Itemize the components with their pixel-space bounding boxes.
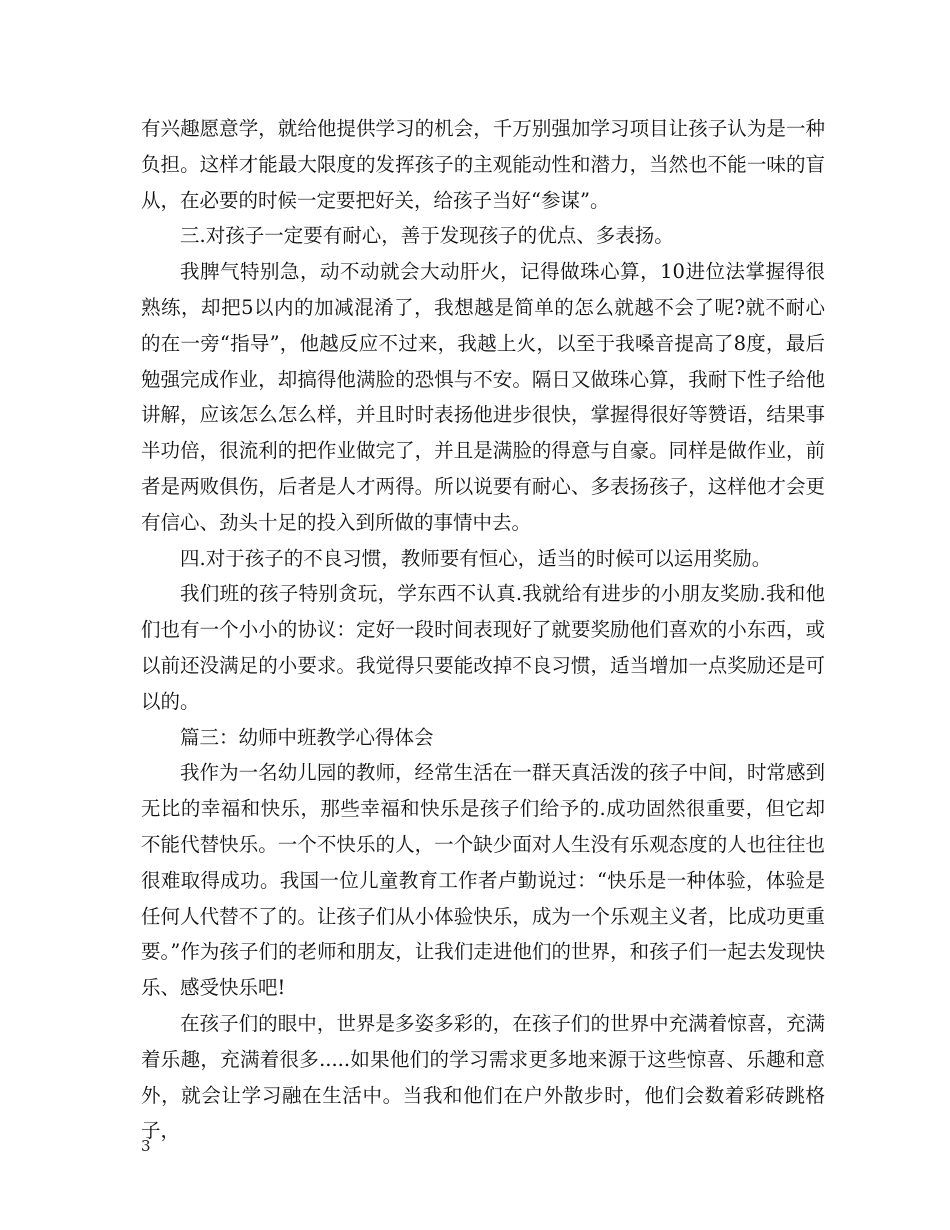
section-heading: 四.对于孩子的不良习惯，教师要有恒心，适当的时候可以运用奖励。 [180, 546, 772, 570]
paragraph: 我们班的孩子特别贪玩，学东西不认真.我就给有进步的小朋友奖励.我和他们也有一个小小的协议：定好一段时间表现好了就要奖励他们喜欢的小东西，或以前还没满足的小要求。我觉得只要能改掉不良习惯，适当增加一点奖励还是可以的。 [141, 582, 825, 713]
page-number: 3 [141, 1137, 151, 1155]
paragraph: 在孩子们的眼中，世界是多姿多彩的，在孩子们的世界中充满着惊喜，充满着乐趣，充满着很多.....如果他们的学习需求更多地来源于这些惊喜、乐趣和意外，就会让学习融在生活中。当我和他们在户外散步时，他们会数着彩砖跳格子， [141, 1011, 825, 1143]
article-title: 篇三：幼师中班教学心得体会 [180, 725, 434, 749]
paragraph: 有兴趣愿意学，就给他提供学习的机会，千万别强加学习项目让孩子认为是一种负担。这样才能最大限度的发挥孩子的主观能动性和潜力，当然也不能一味的盲从，在必要的时候一定要把好关，给孩子当好“参谋”。 [141, 117, 825, 212]
document-body [141, 111, 825, 1149]
paragraph: 我作为一名幼儿园的教师，经常生活在一群天真活泼的孩子中间，时常感到无比的幸福和快乐，那些幸福和快乐是孩子们给予的.成功固然很重要，但它却不能代替快乐。一个不快乐的人，一个缺少面对人生没有乐观态度的人也往往也很难取得成功。我国一位儿童教育工作者卢勤说过：“快乐是一种体验，体验是任何人代替不了的。让孩子们从小体验快乐，成为一个乐观主义者，比成功更重要。”作为孩子们的老师和朋友，让我们走进他们的世界，和孩子们一起去发现快乐、感受快乐吧! [141, 761, 825, 1000]
paragraph: 我脾气特别急，动不动就会大动肝火，记得做珠心算，10进位法掌握得很熟练，却把5以内的加减混淆了，我想越是简单的怎么就越不会了呢?就不耐心的在一旁“指导”，他越反应不过来，我越上火，以至于我嗓音提高了8度，最后勉强完成作业，却搞得他满脸的恐惧与不安。隔日又做珠心算，我耐下性子给他讲解，应该怎么怎么样，并且时时表扬他进步很快，掌握得很好等赞语，结果事半功倍，很流利的把作业做完了，并且是满脸的得意与自豪。同样是做作业，前者是两败俱伤，后者是人才两得。所以说要有耐心、多表扬孩子，这样他才会更有信心、劲头十足的投入到所做的事情中去。 [141, 260, 825, 534]
section-heading: 三.对孩子一定要有耐心，善于发现孩子的优点、多表扬。 [180, 224, 674, 248]
